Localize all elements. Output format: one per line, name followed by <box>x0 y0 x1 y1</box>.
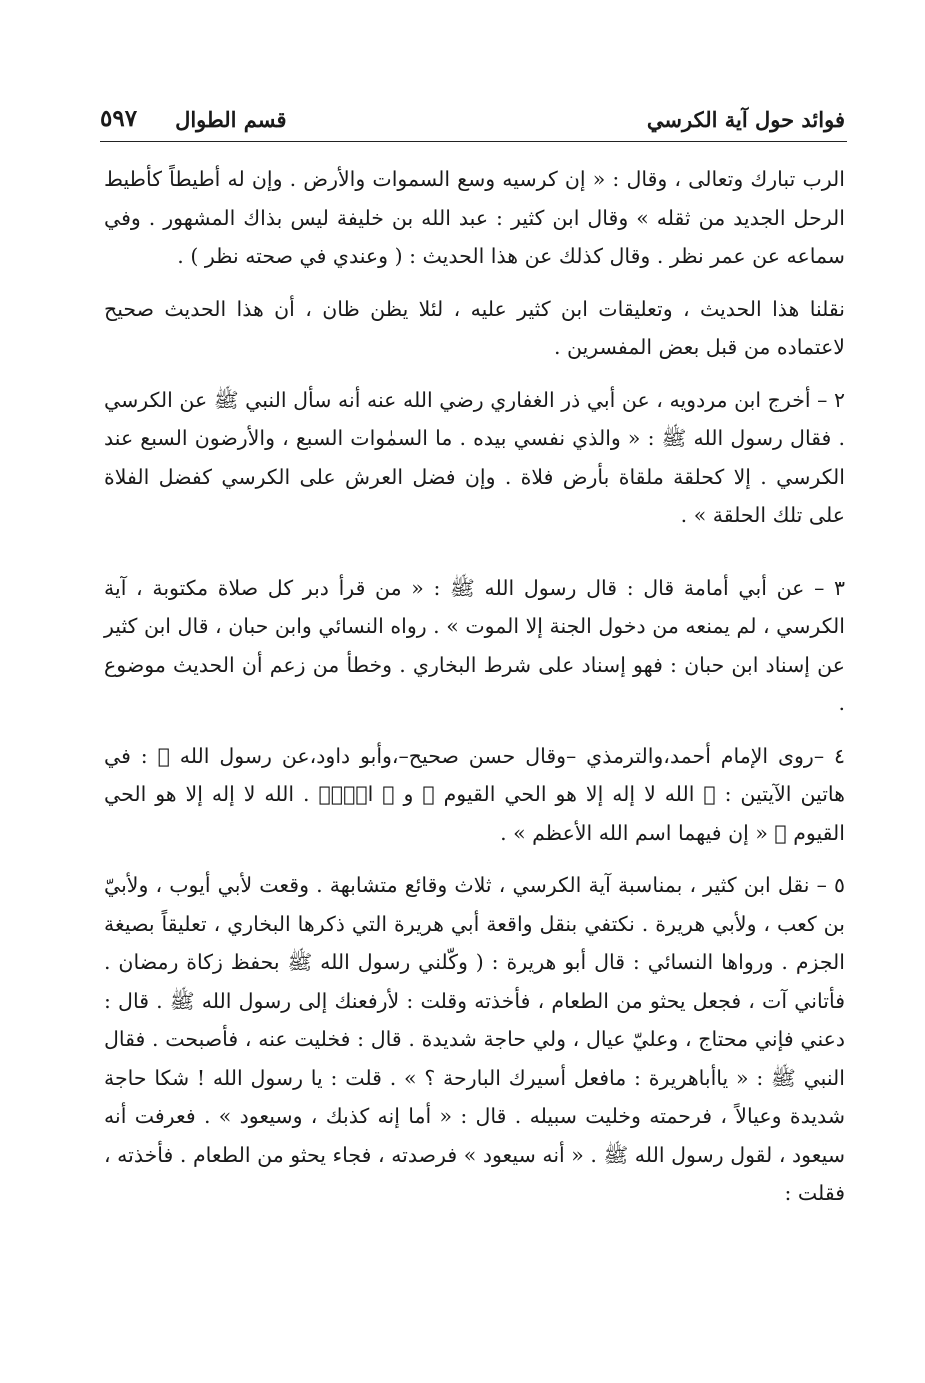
paragraph-item-2: ٢ – أخرج ابن مردويه ، عن أبي ذر الغفاري رضي الله عنه أنه سأل النبي ﷺ عن الكرسي . فقال رسول الله ﷺ : « والذي نفسي بيده . ما السمٰوات السبع ، والأرضون السبع عند الكرسي . إلا كحلقة ملقاة بأرض فلاة . وإن فضل العرش على الكرسي كفضل الفلاة على تلك الحلقة » . <box>104 387 845 527</box>
section-title: قسم الطوال <box>175 107 287 132</box>
paragraph-item-5: ٥ – نقل ابن كثير ، بمناسبة آية الكرسي ، ثلاث وقائع متشابهة . وقعت لأبي أيوب ، ولأبيّ بن كعب ، ولأبي هريرة . نكتفي بنقل واقعة أبي هريرة التي ذكرها البخاري ، تعليقاً بصيغة الجزم . ورواها النسائي : قال أبو هريرة : ( وكّلني رسول الله ﷺ بحفظ زكاة رمضان . فأتاني آت ، فجعل يحثو من الطعام ، فأخذته وقلت : لأرفعنك إلى رسول الله ﷺ . قال : دعني فإني محتاج ، وعليّ عيال ، ولي حاجة شديدة . قال : فخليت عنه ، فأصبحت . فقال النبي ﷺ : « ياأباهريرة : مافعل أسيرك البارحة ؟ » . قلت : يا رسول الله ! شكا حاجة شديدة وعيالاً ، فرحمته وخليت سبيله . قال : « أما إنه كذبك ، وسيعود » . فعرفت أنه سيعود ، لقول رسول الله ﷺ . « أنه سيعود » فرصدته ، فجاء يحثو من الطعام . فأخذته ، فقلت : <box>104 873 845 1205</box>
header-divider <box>100 141 847 142</box>
running-header <box>100 92 845 132</box>
paragraph-item-4: ٤ –روى الإمام أحمد،والترمذي –وقال حسن صحيح–،وأبو داود،عن رسول الله ﷺ : في هاتين الآيتين : ﴿ الله لا إله إلا هو الحي القيوم ﴾ و ﴿ الۤمۤ . الله لا إله إلا هو الحي القيوم ﴾ « إن فيهما اسم الله الأعظم » . <box>104 743 845 845</box>
book-title: فوائد حول آية الكرسي <box>646 107 845 132</box>
page-body <box>104 160 845 1213</box>
header-left-group <box>100 105 287 132</box>
paragraph-note: نقلنا هذا الحديث ، وتعليقات ابن كثير عليه ، لئلا يظن ظان ، أن هذا الحديث صحيح لاعتماده من قبل بعض المفسرين . <box>104 296 845 359</box>
paragraph-continuation: الرب تبارك وتعالى ، وقال : « إن كرسيه وسع السموات والأرض . وإن له أطيطاً كأطيط الرحل الجديد من ثقله » وقال ابن كثير : عبد الله بن خليفة ليس بذاك المشهور . وفي سماعه عن عمر نظر . وقال كذلك عن هذا الحديث : ( وعندي في صحته نظر ) . <box>104 167 845 268</box>
paragraph-item-3: ٣ – عن أبي أمامة قال : قال رسول الله ﷺ : « من قرأ دبر كل صلاة مكتوبة ، آية الكرسي ، لم يمنعه من دخول الجنة إلا الموت » . رواه النسائي وابن حبان ، قال ابن كثير عن إسناد ابن حبان : فهو إسناد على شرط البخاري . وخطأ من زعم أن الحديث موضوع . <box>104 575 845 715</box>
page-number: ٥٩٧ <box>100 105 138 132</box>
